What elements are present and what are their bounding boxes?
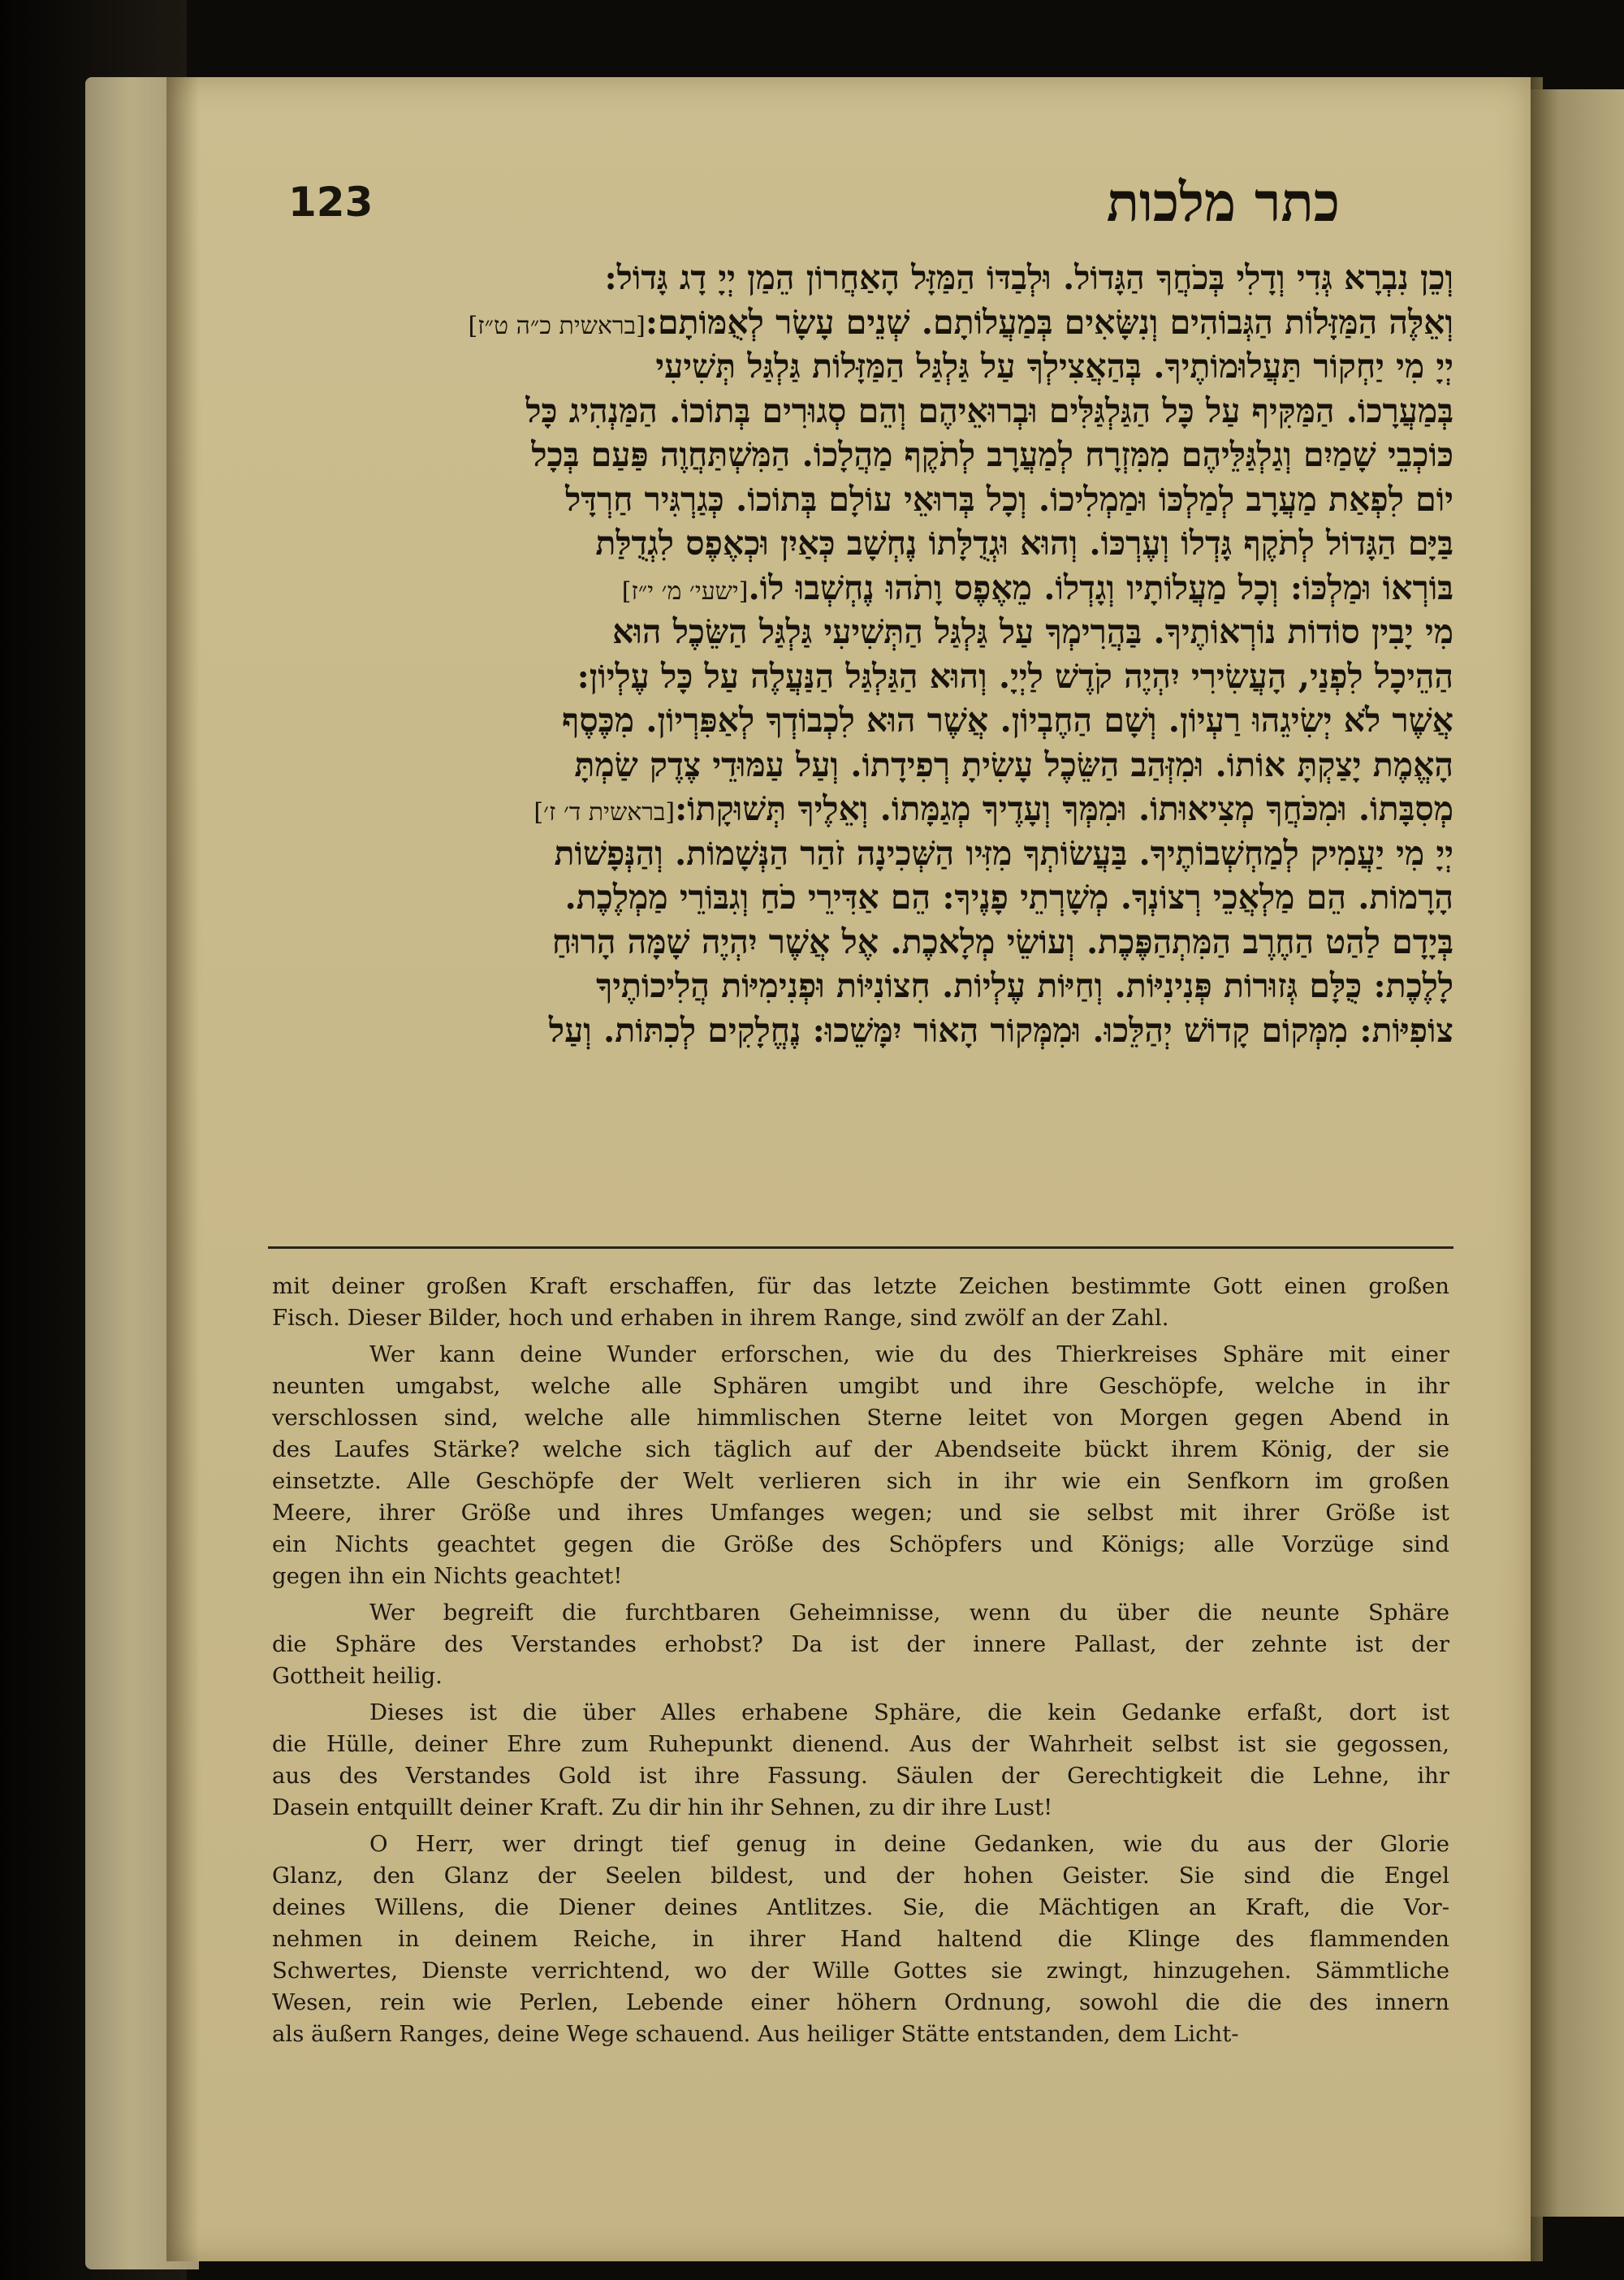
hebrew-line: [268, 964, 1453, 1008]
translation-line: neunten umgabst, welche alle Sphären umgibt und ihre Geschöpfe, welche in ihr: [272, 1373, 1449, 1399]
translation-paragraph: [272, 1697, 1449, 1824]
translation-line: einsetzte. Alle Geschöpfe der Welt verlieren sich in ihr wie ein Senfkorn im großen: [272, 1468, 1449, 1494]
translation-line: O Herr, wer dringt tief genug in deine Gedanken, wie du aus der Glorie: [369, 1831, 1449, 1857]
hebrew-line-text: הָאֱמֶת יָצַקְתָּ אוֹתוֹ. וּמִזְּהַב הַשֵּׂכֶל עָשִׂיתָ רְפִידָתוֹ. וְעַל עַמּוּדֵי צֶדֶק שַׂמְתָּ: [574, 745, 1453, 784]
german-translation-block: [272, 1271, 1449, 2050]
translation-line: mit deiner großen Kraft erschaffen, für das letzte Zeichen bestimmte Gott einen großen: [272, 1273, 1449, 1299]
hebrew-line: [268, 300, 1453, 345]
hebrew-line: [268, 566, 1453, 611]
hebrew-line: [268, 698, 1453, 743]
translation-line: als äußern Ranges, deine Wege schauend. Aus heiliger Stätte entstanden, dem Licht-: [272, 2021, 1239, 2047]
translation-line: Wesen, rein wie Perlen, Lebende einer höhern Ordnung, sowohl die die des innern: [272, 1989, 1449, 2015]
translation-line: Fisch. Dieser Bilder, hoch und erhaben in ihrem Range, sind zwölf an der Zahl.: [272, 1305, 1169, 1331]
page-header: [276, 171, 1437, 244]
hebrew-line-text: לָלֶכֶת: כֻּלָּם גְּזוּרוֹת פְּנִינִיּוֹת. וְחַיּוֹת עֶלְיוֹת. חִצוֹנִיּוֹת וּפְנִימִיּוֹת הֲלִיכוֹתֶיךָ: [596, 966, 1453, 1005]
hebrew-line-text: מִי יָבִין סוֹדוֹת נוֹרְאוֹתֶיךָ. בַּהֲרִימְךָ עַל גַּלְגַּל הַתְּשִׁיעִי גַּלְגַּל הַשֵּׂכֶל הוּא: [612, 612, 1453, 651]
hebrew-line-text: בְּמַעֲרָכוֹ. הַמַּקִּיף עַל כָּל הַגַּלְגַּלִּים וּבְרוּאֵיהֶם וְהֵם סְגוּרִים בְּתוֹכוֹ. הַמַּנְהִיג כָּל: [525, 391, 1453, 430]
hebrew-line-text: צוֹפִיּוֹת: מִמְּקוֹם קָדוֹשׁ יְהַלֵּכוּ. וּמִמְּקוֹר הָאוֹר יִמָּשֵׁכוּ: נֶחֱלָקִים לְכִתּוֹת. וְעַל: [548, 1010, 1453, 1050]
translation-paragraph: [272, 1271, 1449, 1334]
hebrew-line: [268, 433, 1453, 477]
page-number: 123: [288, 179, 374, 226]
translation-line: deines Willens, die Diener deines Antlitzes. Sie, die Mächtigen an Kraft, die Vor-: [272, 1894, 1449, 1920]
translation-line: Dasein entquillt deiner Kraft. Zu dir hin ihr Sehnen, zu dir ihre Lust!: [272, 1794, 1053, 1820]
translation-line: Glanz, den Glanz der Seelen bildest, und der hohen Geister. Sie sind die Engel: [272, 1863, 1449, 1889]
facing-page: [1531, 89, 1624, 2217]
translation-line: Schwertes, Dienste verrichtend, wo der Wille Gottes sie zwingt, hinzugehen. Sämmtliche: [272, 1958, 1449, 1984]
translation-line: ein Nichts geachtet gegen die Größe des Schöpfers und Königs; alle Vorzüge sind: [272, 1531, 1449, 1557]
page-fold-shadow: [166, 77, 199, 2261]
translation-line: nehmen in deinem Reiche, in ihrer Hand haltend die Klinge des flammenden: [272, 1926, 1449, 1952]
translation-line: aus des Verstandes Gold ist ihre Fassung. Säulen der Gerechtigkeit die Lehne, ihr: [272, 1763, 1449, 1789]
hebrew-line-text: הַהֵיכָל לִפְנַי, הָעֲשִׂירִי יִהְיֶה קֹדֶשׁ לַיְיָ. וְהוּא הַגַּלְגַּל הַנַּעֲלֶה עַל כָּל עֶלְיוֹן:: [577, 656, 1453, 696]
hebrew-line-text: הָרָמוֹת. הֵם מַלְאֲכֵי רְצוֹנְךָ. מְשָׁרְתֵי פָנֶיךָ: הֵם אַדִּירֵי כֹחַ וְגִבּוֹרֵי מַמְלֶכֶת.: [564, 878, 1453, 917]
verse-reference: [בראשית ד׳ ז׳]: [533, 798, 676, 827]
translation-line: gegen ihn ein Nichts geachtet!: [272, 1563, 623, 1589]
translation-line: die Sphäre des Verstandes erhobst? Da ist der innere Pallast, der zehnte ist der: [272, 1631, 1449, 1657]
hebrew-line: [268, 477, 1453, 522]
translation-line: Wer begreift die furchtbaren Geheimnisse, wenn du über die neunte Sphäre: [369, 1600, 1449, 1626]
hebrew-line-text: וְאֵלֶּה הַמַּזָּלוֹת הַגְּבוֹהִים וְנִשָּׂאִים בְּמַעֲלוֹתָם. שְׁנֵים עָשָׂר לְאֻמּוֹתָם:: [645, 302, 1453, 342]
hebrew-line-text: יוֹם לִפְאַת מַעֲרָב לְמַלְכּוֹ וּמַמְלִיכוֹ. וְכָל בְּרוּאֵי עוֹלָם בְּתוֹכוֹ. כְּגַרְגִּיר חַרְדָּל: [565, 479, 1453, 519]
hebrew-line: [268, 787, 1453, 831]
hebrew-line: [268, 875, 1453, 920]
hebrew-line-text: בְּיָדָם לַהַט הַחֶרֶב הַמִּתְהַפֶּכֶת. וְעוֹשֵׂי מְלָאכֶת. אֶל אֲשֶׁר יִהְיֶה שָׁמָּה הָרוּחַ: [551, 922, 1453, 961]
footnote-rule: [268, 1246, 1453, 1249]
translation-line: verschlossen sind, welche alle himmlischen Sterne leitet von Morgen gegen Abend in: [272, 1405, 1449, 1431]
hebrew-line: [268, 831, 1453, 876]
translation-paragraph: [272, 1829, 1449, 2050]
hebrew-line-text: כּוֹכְבֵי שָׁמַיִם וְגַלְגַּלֵּיהֶם מִמִּזְרָח לְמַעֲרָב לְתֹקֶף מַהֲלָכוֹ. הַמִּשְׁתַּחֲוֶה פַּעַם בְּכָל: [531, 435, 1453, 474]
translation-line: die Hülle, deiner Ehre zum Ruhepunkt dienend. Aus der Wahrheit selbst ist sie gegossen,: [272, 1731, 1449, 1757]
translation-line: Wer kann deine Wunder erforschen, wie du des Thierkreises Sphäre mit einer: [369, 1341, 1449, 1367]
hebrew-line: [268, 610, 1453, 654]
verse-reference: [ישעי׳ מ׳ י״ז]: [621, 576, 749, 606]
verse-reference: [בראשית כ״ה ט״ז]: [468, 311, 646, 340]
hebrew-line: [268, 920, 1453, 965]
translation-paragraph: [272, 1597, 1449, 1692]
hebrew-line-text: בּוֹרְאוֹ וּמַלְכּוֹ: וְכָל מַעֲלוֹתָיו וְגָדְלוֹ. מֵאֶפֶס וָתֹהוּ נֶחְשְׁבוּ לוֹ.: [748, 568, 1453, 607]
translation-line: Dieses ist die über Alles erhabene Sphäre, die kein Gedanke erfaßt, dort ist: [369, 1699, 1449, 1725]
hebrew-line-text: יְיָ מִי יַחְקוֹר תַּעֲלוּמוֹתֶיךָ. בְּהַאֲצִילְךָ עַל גַּלְגַּל הַמַּזָּלוֹת גַּלְגַּל תְּשִׁיעִי: [655, 347, 1453, 386]
hebrew-line: [268, 743, 1453, 788]
running-title: כתר מלכות: [1106, 171, 1340, 234]
hebrew-text-block: [268, 256, 1453, 1052]
hebrew-line: [268, 344, 1453, 389]
hebrew-line: [268, 654, 1453, 699]
translation-line: Gottheit heilig.: [272, 1663, 443, 1689]
hebrew-line: [268, 1008, 1453, 1053]
translation-paragraph: [272, 1339, 1449, 1592]
hebrew-line: [268, 521, 1453, 566]
hebrew-line-text: בַּיָּם הַגָּדוֹל לְתֹקֶף גָּדְלוֹ וְעֶרְכּוֹ. וְהוּא וּגְדֻלָּתוֹ נֶחְשָׁב כְּאַיִן וּכְאֶפֶס לִגְדֻלַּת: [595, 524, 1453, 563]
hebrew-line: [268, 256, 1453, 300]
hebrew-line-text: וְכֵן נִבְרָא גְּדִי וְדָלִי בְּכֹחֲךָ הַגָּדוֹל. וּלְבַדּוֹ הַמַּזָּל הָאַחֲרוֹן הֵמַן יְיָ דָג גָּדוֹל:: [604, 258, 1453, 297]
hebrew-line-text: אֲשֶׁר לֹא יְשִׂיגֵהוּ רַעְיוֹן. וְשָׁם הַחֶבְיוֹן. אֲשֶׁר הוּא לִכְבוֹדְךָ לְאַפִּרְיוֹן. מִכֶּסֶף: [562, 701, 1453, 740]
hebrew-line: [268, 389, 1453, 434]
translation-line: Meere, ihrer Größe und ihres Umfanges wegen; und sie selbst mit ihrer Größe ist: [272, 1500, 1449, 1526]
hebrew-line-text: מְסִבָּתוֹ. וּמִכֹּחֲךָ מְצִיאוּתוֹ. וּמִמְּךָ וְעָדֶיךָ מְגַמָּתוֹ. וְאֵלֶיךָ תְּשׁוּקָתוֹ:: [675, 789, 1453, 828]
translation-line: des Laufes Stärke? welche sich täglich auf der Abendseite bückt ihrem König, der sie: [272, 1436, 1449, 1462]
hebrew-line-text: יְיָ מִי יַעֲמִיק לְמַחְשְׁבוֹתֶיךָ. בַּעֲשׂוֹתְךָ מִזִּיו הַשְּׁכִינָה זֹהַר הַנְּשָׁמוֹת. וְהַנְּפָשׁוֹת: [554, 833, 1453, 873]
